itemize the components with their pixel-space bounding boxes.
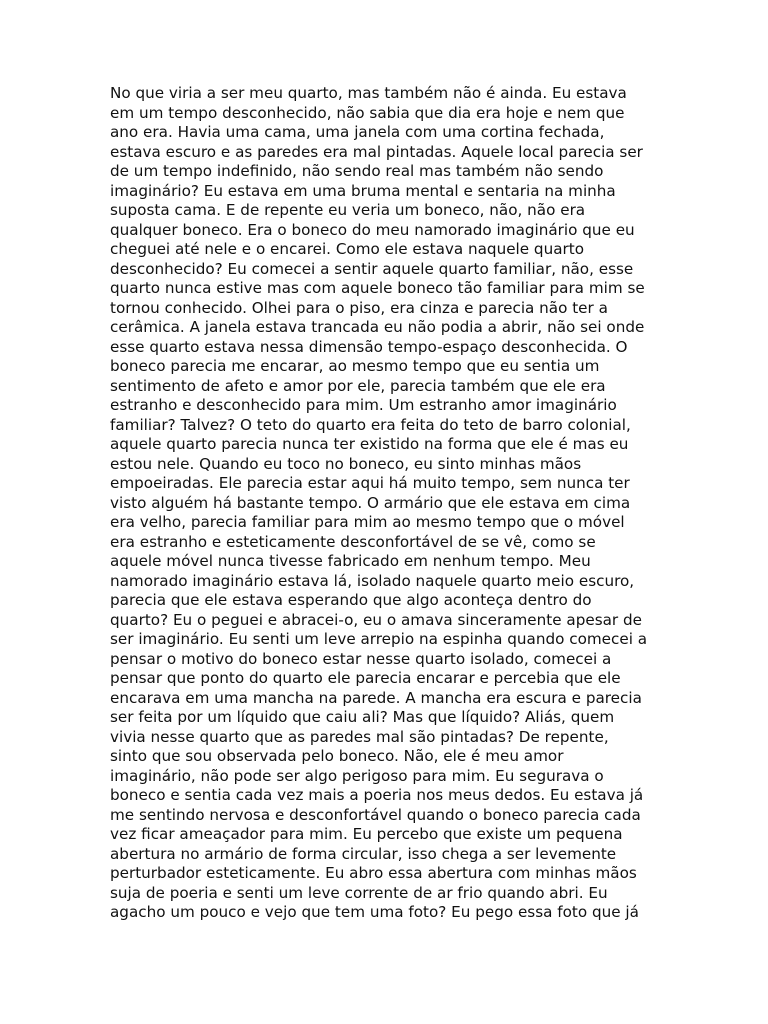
text-line: tornou conhecido. Olhei para o piso, era cinza e parecia não ter a <box>110 298 608 317</box>
text-line: sentimento de afeto e amor por ele, parecia também que ele era <box>110 376 606 395</box>
text-line: aquele quarto parecia nunca ter existido na forma que ele é mas eu <box>110 435 629 453</box>
text-line: estou nele. Quando eu toco no boneco, eu sinto minhas mãos <box>110 454 582 473</box>
text-line: suposta cama. E de repente eu veria um boneco, não, não era <box>110 201 586 219</box>
text-line: No que viria a ser meu quarto, mas também não é ainda. Eu estava <box>110 84 627 102</box>
text-line: qualquer boneco. Era o boneco do meu namorado imaginário que eu <box>110 220 635 239</box>
text-line: imaginário? Eu estava em uma bruma mental e sentaria na minha <box>110 181 616 200</box>
text-line: estava escuro e as paredes era mal pintadas. Aquele local parecia ser <box>110 142 643 161</box>
text-line: aquele móvel nunca tivesse fabricado em nenhum tempo. Meu <box>110 552 591 570</box>
text-line: empoeiradas. Ele parecia estar aqui há muito tempo, sem nunca ter <box>110 474 630 492</box>
text-line: encarava em uma mancha na parede. A mancha era escura e parecia <box>110 688 642 707</box>
text-line: perturbador esteticamente. Eu abro essa abertura com minhas mãos <box>110 864 637 882</box>
text-line: vez ficar ameaçador para mim. Eu percebo que existe um pequena <box>110 825 623 843</box>
text-line: visto alguém há bastante tempo. O armário que ele estava em cima <box>110 493 631 512</box>
text-line: ser imaginário. Eu senti um leve arrepio na espinha quando comecei a <box>110 630 648 648</box>
text-line: abertura no armário de forma circular, isso chega a ser levemente <box>110 844 617 863</box>
text-line: pensar o motivo do boneco estar nesse quarto isolado, comecei a <box>110 649 612 668</box>
text-line: estranho e desconhecido para mim. Um estranho amor imaginário <box>110 396 617 414</box>
text-line: familiar? Talvez? O teto do quarto era feita do teto de barro colonial, <box>110 415 631 434</box>
text-line: boneco e sentia cada vez mais a poeria nos meus dedos. Eu estava já <box>110 786 644 804</box>
text-line: vivia nesse quarto que as paredes mal são pintadas? De repente, <box>110 727 609 746</box>
story-text-block <box>110 84 647 923</box>
text-line: boneco parecia me encarar, ao mesmo tempo que eu sentia um <box>110 357 600 375</box>
text-line: era velho, parecia familiar para mim ao mesmo tempo que o móvel <box>110 513 625 531</box>
text-line: parecia que ele estava esperando que algo aconteça dentro do <box>110 591 592 609</box>
text-line: pensar que ponto do quarto ele parecia encarar e percebia que ele <box>110 669 621 687</box>
text-line: quarto nunca estive mas com aquele boneco tão familiar para mim se <box>110 279 645 297</box>
text-line: de um tempo indefinido, não sendo real mas também não sendo <box>110 162 604 180</box>
text-line: ano era. Havia uma cama, uma janela com uma cortina fechada, <box>110 123 605 141</box>
text-line: me sentindo nervosa e desconfortável quando o boneco parecia cada <box>110 805 641 824</box>
text-line: esse quarto estava nessa dimensão tempo-espaço desconhecida. O <box>110 337 628 356</box>
text-line: era estranho e esteticamente desconfortável de se vê, como se <box>110 532 596 551</box>
text-line: quarto? Eu o peguei e abracei-o, eu o amava sinceramente apesar de <box>110 610 642 629</box>
text-line: cheguei até nele e o encarei. Como ele estava naquele quarto <box>110 240 585 258</box>
text-line: namorado imaginário estava lá, isolado naquele quarto meio escuro, <box>110 571 635 590</box>
text-line: agacho um pouco e vejo que tem uma foto? Eu pego essa foto que já <box>110 903 639 921</box>
text-line: desconhecido? Eu comecei a sentir aquele quarto familiar, não, esse <box>110 259 634 278</box>
text-line: suja de poeria e senti um leve corrente de ar frio quando abri. Eu <box>110 883 608 902</box>
text-line: sinto que sou observada pelo boneco. Não, ele é meu amor <box>110 747 564 765</box>
text-line: ser feita por um líquido que caiu ali? Mas que líquido? Aliás, quem <box>110 708 615 726</box>
text-line: cerâmica. A janela estava trancada eu não podia a abrir, não sei onde <box>110 318 645 336</box>
text-line: imaginário, não pode ser algo perigoso para mim. Eu segurava o <box>110 766 604 785</box>
text-line: em um tempo desconhecido, não sabia que dia era hoje e nem que <box>110 103 625 122</box>
